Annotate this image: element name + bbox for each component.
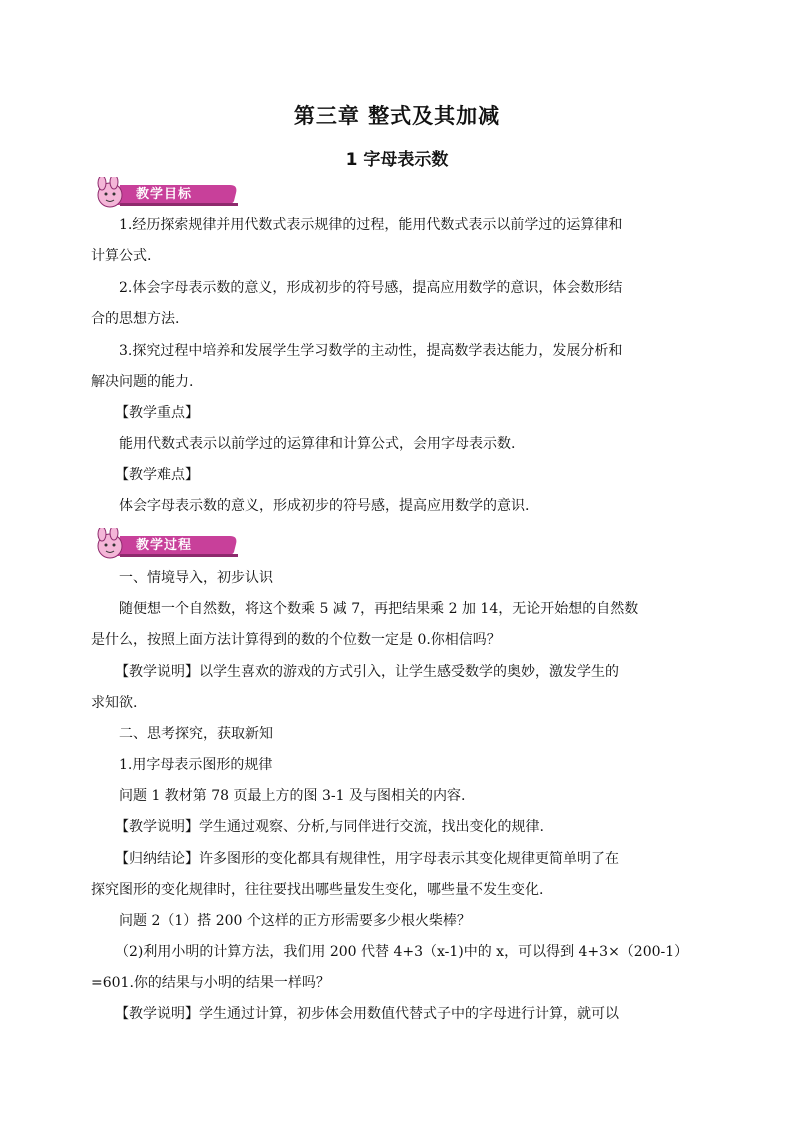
process-2-subheading: 1.用字母表示图形的规律 (119, 757, 273, 773)
process-banner-label: 教学过程 (136, 538, 193, 553)
goal-2-line-1: 2.体会字母表示数的意义，形成初步的符号感，提高应用数学的意识，体会数形结 (119, 280, 623, 296)
question-1-note: 【教学说明】学生通过观察、分析,与同伴进行交流，找出变化的规律. (115, 819, 544, 835)
key-point-label: 【教学重点】 (115, 405, 199, 421)
summary-line-2: 探究图形的变化规律时，往往要找出哪些量发生变化，哪些量不发生变化. (91, 882, 544, 898)
goal-1-line-1: 1.经历探索规律并用代数式表示规律的过程，能用代数式表示以前学过的运算律和 (119, 217, 623, 233)
goal-3-line-1: 3.探究过程中培养和发展学生学习数学的主动性，提高数学表达能力，发展分析和 (119, 343, 623, 359)
section-title: 1 字母表示数 (345, 150, 449, 170)
goal-1-line-2: 计算公式. (91, 248, 152, 264)
chapter-title: 第三章 整式及其加减 (293, 104, 501, 128)
process-1-line-2: 是什么，按照上面方法计算得到的数的个位数一定是 0.你相信吗？ (91, 632, 501, 648)
goal-2-line-2: 合的思想方法. (91, 311, 180, 327)
question-2: 问题 2（1）搭 200 个这样的正方形需要多少根火柴棒？ (119, 913, 471, 929)
process-1-note-line-2: 求知欲. (91, 695, 138, 711)
difficulty-text: 体会字母表示数的意义，形成初步的符号感，提高应用数学的意识. (119, 498, 530, 514)
process-banner (90, 528, 240, 560)
goals-banner (90, 177, 240, 209)
process-heading-2: 二、思考探究，获取新知 (119, 726, 273, 742)
process-1-line-1: 随便想一个自然数，将这个数乘 5 减 7，再把结果乘 2 加 14，无论开始想的自然数 (119, 601, 639, 617)
summary-line-1: 【归纳结论】许多图形的变化都具有规律性，用字母表示其变化规律更简单明了在 (115, 851, 619, 867)
goals-banner-label: 教学目标 (136, 187, 193, 202)
goal-3-line-2: 解决问题的能力. (91, 374, 194, 390)
process-1-note-line-1: 【教学说明】以学生喜欢的游戏的方式引入，让学生感受数学的奥妙，激发学生的 (115, 664, 619, 680)
process-heading-1: 一、情境导入，初步认识 (119, 570, 273, 586)
key-point-text: 能用代数式表示以前学过的运算律和计算公式，会用字母表示数. (119, 436, 516, 452)
question-2-note: 【教学说明】学生通过计算，初步体会用数值代替式子中的字母进行计算，就可以 (115, 1006, 619, 1022)
question-2-part-2-line-1: （2)利用小明的计算方法，我们用 200 代替 4+3（x-1)中的 x，可以得到 4+3×（200-1） (115, 944, 689, 960)
question-2-part-2-line-2: =601.你的结果与小明的结果一样吗？ (91, 975, 330, 991)
question-1: 问题 1 教材第 78 页最上方的图 3-1 及与图相关的内容. (119, 788, 466, 804)
difficulty-label: 【教学难点】 (115, 467, 199, 483)
